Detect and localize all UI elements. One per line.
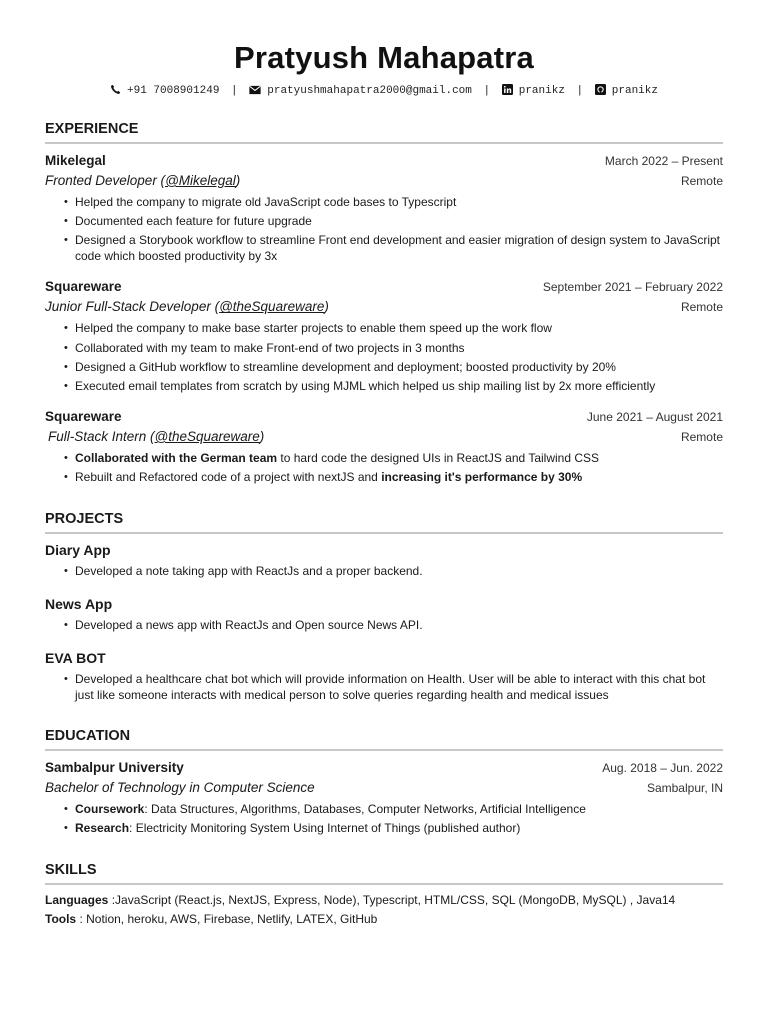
- education-entry: [45, 758, 723, 836]
- job-location: Remote: [680, 174, 723, 188]
- experience-entry: [45, 407, 723, 485]
- bullet-item: • Developed a note taking app with ReactJs and a proper backend.: [75, 563, 723, 579]
- employment-dates: March 2022 – Present: [604, 154, 723, 168]
- email-icon: [249, 85, 261, 101]
- project-entry: [45, 595, 723, 633]
- linkedin-icon: [502, 84, 513, 101]
- bullet-item: • Collaborated with the German team to hard code the designed UIs in ReactJS and Tailwind CSS: [75, 450, 723, 466]
- phone-number[interactable]: +91 7008901249: [127, 85, 220, 97]
- section-title-projects: PROJECTS: [45, 510, 723, 534]
- school-location: Sambalpur, IN: [646, 781, 723, 796]
- bullet-item: • Designed a GitHub workflow to streamline development and deployment; boosted productivity by 20%: [75, 359, 723, 375]
- company-handle-link[interactable]: @Mikelegal: [165, 173, 236, 188]
- employer-name: Squareware: [45, 408, 122, 424]
- bullet-item: • Helped the company to make base starter projects to enable them speed up the work flow: [75, 320, 723, 336]
- education-section: [45, 727, 723, 836]
- job-location: Remote: [680, 429, 723, 444]
- experience-entry: [45, 151, 723, 264]
- separator: |: [483, 85, 491, 97]
- section-title-skills: SKILLS: [45, 861, 723, 885]
- bullet-item: • Coursework: Data Structures, Algorithms, Databases, Computer Networks, Artificial Intelligence: [75, 801, 723, 817]
- bullet-item: • Helped the company to migrate old JavaScript code bases to Typescript: [75, 194, 723, 210]
- skills-list: [45, 891, 723, 929]
- employment-dates: June 2021 – August 2021: [586, 409, 723, 424]
- bullet-list: [45, 801, 723, 836]
- company-handle-link[interactable]: @theSquareware: [154, 428, 260, 444]
- bullet-item: • Executed email templates from scratch by using MJML which helped us ship mailing list by 2x more efficiently: [75, 378, 723, 394]
- bullet-item: • Research: Electricity Monitoring System Using Internet of Things (published author): [75, 820, 723, 836]
- phone-icon: [110, 84, 121, 101]
- study-dates: Aug. 2018 – Jun. 2022: [602, 761, 723, 776]
- separator: |: [576, 85, 584, 97]
- github-icon: [595, 84, 606, 101]
- experience-section: [45, 120, 723, 485]
- bullet-item: • Rebuilt and Refactored code of a project with nextJS and increasing it's performance by 30%: [75, 469, 723, 485]
- experience-entry: [45, 277, 723, 394]
- bullet-list: [45, 617, 723, 633]
- contact-bar: [45, 83, 723, 101]
- project-name: Diary App: [45, 542, 111, 559]
- bullet-list: [45, 671, 723, 703]
- job-location: Remote: [680, 300, 723, 315]
- bullet-item: • Collaborated with my team to make Front-end of two projects in 3 months: [75, 340, 723, 356]
- job-title: Full-Stack Intern (@theSquareware): [48, 428, 265, 444]
- projects-section: [45, 510, 723, 703]
- bullet-item: • Documented each feature for future upgrade: [75, 213, 723, 229]
- bullet-list: [45, 320, 723, 394]
- project-name: EVA BOT: [45, 650, 106, 667]
- candidate-name: Pratyush Mahapatra: [234, 40, 534, 75]
- bullet-item: • Designed a Storybook workflow to streamline Front end development and easier migration of design system to JavaScript code which boosted productivity by 3x: [75, 232, 723, 264]
- school-name: Sambalpur University: [45, 760, 184, 776]
- project-name: News App: [45, 596, 113, 613]
- employer-name: Mikelegal: [45, 153, 106, 168]
- email-link[interactable]: pratyushmahapatra2000@gmail.com: [267, 85, 472, 97]
- bullet-list: [45, 563, 723, 579]
- job-title: Fronted Developer (@Mikelegal): [45, 173, 241, 188]
- section-title-education: EDUCATION: [45, 727, 723, 751]
- skills-tools: Tools : Notion, heroku, AWS, Firebase, Netlify, LATEX, GitHub: [45, 912, 378, 927]
- bullet-item: • Developed a news app with ReactJs and Open source News API.: [75, 617, 723, 633]
- project-entry: [45, 649, 723, 703]
- project-entry: [45, 541, 723, 579]
- degree-name: Bachelor of Technology in Computer Science: [45, 780, 315, 796]
- linkedin-link[interactable]: pranikz: [518, 85, 565, 97]
- bullet-list: [45, 194, 723, 264]
- resume-page: [45, 38, 723, 929]
- bullet-item: • Developed a healthcare chat bot which will provide information on Health. User will be able to interact with this chat bot just like someone interacts with medical person to solve queries regarding health and medical issues: [75, 671, 723, 703]
- section-title-experience: EXPERIENCE: [45, 120, 723, 144]
- skills-section: [45, 861, 723, 929]
- job-title: Junior Full-Stack Developer (@theSquareware): [45, 299, 329, 315]
- github-link[interactable]: pranikz: [611, 85, 658, 97]
- employer-name: Squareware: [45, 279, 122, 295]
- company-handle-link[interactable]: @theSquareware: [219, 299, 325, 315]
- separator: |: [231, 85, 238, 97]
- bullet-list: [45, 450, 723, 485]
- skills-languages: Languages :JavaScript (React.js, NextJS, Express, Node), Typescript, HTML/CSS, SQL (MongoDB, MySQL) , Java14: [45, 893, 676, 908]
- employment-dates: September 2021 – February 2022: [542, 280, 723, 295]
